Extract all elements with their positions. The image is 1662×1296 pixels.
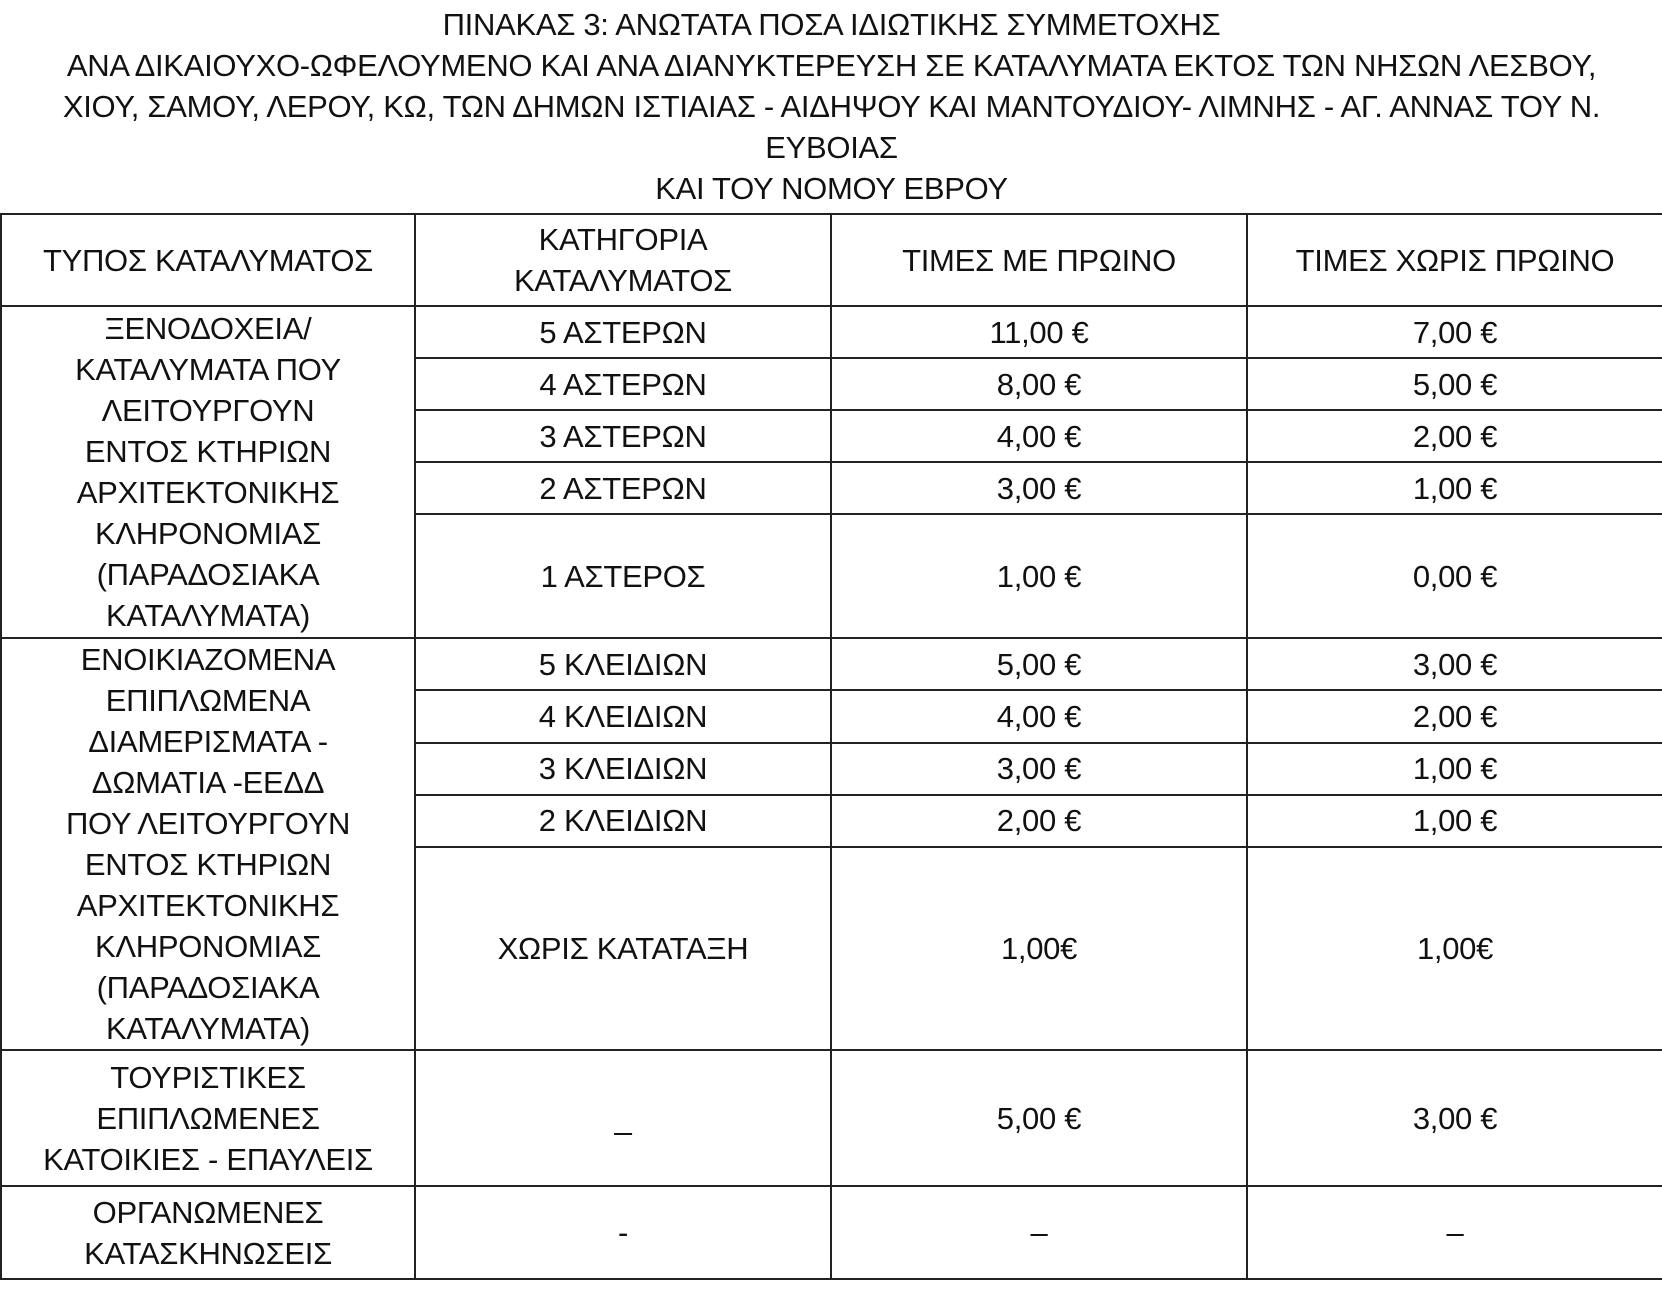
type-cell-villas <box>1 1050 415 1186</box>
price-without-breakfast: 5,00 € <box>1247 358 1662 410</box>
price-without-breakfast: 3,00 € <box>1247 1050 1662 1186</box>
category-cell: - <box>415 1186 831 1279</box>
type-line: ΔΙΑΜΕΡΙΣΜΑΤΑ - <box>88 724 328 759</box>
price-with-breakfast: 4,00 € <box>831 690 1247 742</box>
price-with-breakfast: 3,00 € <box>831 743 1247 795</box>
category-cell: 5 ΑΣΤΕΡΩΝ <box>415 306 831 358</box>
table-row <box>1 306 1662 358</box>
type-line: ΚΑΤΑΛΥΜΑΤΑ) <box>106 1011 310 1046</box>
price-with-breakfast: 4,00 € <box>831 410 1247 462</box>
price-without-breakfast: 7,00 € <box>1247 306 1662 358</box>
type-line: (ΠΑΡΑΔΟΣΙΑΚΑ <box>96 970 320 1005</box>
type-line: (ΠΑΡΑΔΟΣΙΑΚΑ <box>96 557 320 592</box>
price-with-breakfast: 1,00 € <box>831 514 1247 638</box>
category-cell: _ <box>415 1050 831 1186</box>
type-line: ΚΛΗΡΟΝΟΜΙΑΣ <box>94 929 322 964</box>
type-line: ΚΑΤΑΛΥΜΑΤΑ ΠΟΥ <box>75 352 341 387</box>
price-without-breakfast: 2,00 € <box>1247 690 1662 742</box>
price-with-breakfast: 5,00 € <box>831 638 1247 690</box>
type-line: ΑΡΧΙΤΕΚΤΟΝΙΚΗΣ <box>76 475 340 510</box>
category-cell: 5 ΚΛΕΙΔΙΩΝ <box>415 638 831 690</box>
header-row <box>1 214 1662 306</box>
category-cell: 4 ΚΛΕΙΔΙΩΝ <box>415 690 831 742</box>
type-cell-campsites <box>1 1186 415 1279</box>
category-cell: 2 ΚΛΕΙΔΙΩΝ <box>415 795 831 847</box>
category-cell: 3 ΑΣΤΕΡΩΝ <box>415 410 831 462</box>
type-line: ΕΝΤΟΣ ΚΤΗΡΙΩΝ <box>84 847 332 882</box>
price-with-breakfast: 1,00€ <box>831 847 1247 1050</box>
header-category-line: ΚΑΤΑΛΥΜΑΤΟΣ <box>514 263 732 298</box>
header-category-line: ΚΑΤΗΓΟΡΙΑ <box>538 222 708 257</box>
table-title <box>1 0 1662 214</box>
title-line: ΕΥΒΟΙΑΣ <box>765 130 898 165</box>
price-without-breakfast: 2,00 € <box>1247 410 1662 462</box>
header-category <box>415 214 831 306</box>
type-cell-hotels <box>1 306 415 638</box>
price-with-breakfast: – <box>831 1186 1247 1279</box>
price-without-breakfast: 1,00€ <box>1247 847 1662 1050</box>
type-line: ΛΕΙΤΟΥΡΓΟΥΝ <box>101 393 315 428</box>
type-line: ΚΑΤΟΙΚΙΕΣ - ΕΠΑΥΛΕΙΣ <box>43 1141 373 1177</box>
category-cell: 1 ΑΣΤΕΡΟΣ <box>415 514 831 638</box>
category-cell: 3 ΚΛΕΙΔΙΩΝ <box>415 743 831 795</box>
table-row <box>1 1050 1662 1186</box>
type-line: ΞΕΝΟΔΟΧΕΙΑ/ <box>104 311 312 346</box>
price-with-breakfast: 11,00 € <box>831 306 1247 358</box>
category-cell: 4 ΑΣΤΕΡΩΝ <box>415 358 831 410</box>
title-line: ΑΝΑ ΔΙΚΑΙΟΥΧΟ-ΩΦΕΛΟΥΜΕΝΟ ΚΑΙ ΑΝΑ ΔΙΑΝΥΚΤΕΡΕΥΣΗ ΣΕ ΚΑΤΑΛΥΜΑΤΑ ΕΚΤΟΣ ΤΩΝ ΝΗΣΩΝ ΛΕΣΒΟΥ, <box>66 48 1597 83</box>
title-line: ΠΙΝΑΚΑΣ 3: ΑΝΩΤΑΤΑ ΠΟΣΑ ΙΔΙΩΤΙΚΗΣ ΣΥΜΜΕΤΟΧΗΣ <box>442 7 1221 42</box>
header-with-breakfast: ΤΙΜΕΣ ΜΕ ΠΡΩΙΝΟ <box>831 214 1247 306</box>
price-with-breakfast: 8,00 € <box>831 358 1247 410</box>
price-with-breakfast: 2,00 € <box>831 795 1247 847</box>
type-line: ΕΠΙΠΛΩΜΕΝΑ <box>105 683 311 718</box>
type-line: ΔΩΜΑΤΙΑ -ΕΕΔΔ <box>91 765 325 800</box>
category-cell: 2 ΑΣΤΕΡΩΝ <box>415 462 831 514</box>
price-without-breakfast: 3,00 € <box>1247 638 1662 690</box>
table-row <box>1 638 1662 690</box>
category-cell: ΧΩΡΙΣ ΚΑΤΑΤΑΞΗ <box>415 847 831 1050</box>
price-without-breakfast: 1,00 € <box>1247 462 1662 514</box>
header-without-breakfast: ΤΙΜΕΣ ΧΩΡΙΣ ΠΡΩΙΝΟ <box>1247 214 1662 306</box>
type-line: ΤΟΥΡΙΣΤΙΚΕΣ <box>110 1059 306 1095</box>
type-line: ΟΡΓΑΝΩΜΕΝΕΣ <box>92 1194 324 1230</box>
price-with-breakfast: 5,00 € <box>831 1050 1247 1186</box>
header-type: ΤΥΠΟΣ ΚΑΤΑΛΥΜΑΤΟΣ <box>1 214 415 306</box>
type-cell-apartments <box>1 638 415 1050</box>
title-line: ΚΑΙ ΤΟΥ ΝΟΜΟΥ ΕΒΡΟΥ <box>655 171 1008 206</box>
type-line: ΑΡΧΙΤΕΚΤΟΝΙΚΗΣ <box>76 888 340 923</box>
price-without-breakfast: 1,00 € <box>1247 795 1662 847</box>
price-without-breakfast: – <box>1247 1186 1662 1279</box>
price-without-breakfast: 1,00 € <box>1247 743 1662 795</box>
type-line: ΚΑΤΑΣΚΗΝΩΣΕΙΣ <box>84 1235 332 1271</box>
type-line: ΕΝΤΟΣ ΚΤΗΡΙΩΝ <box>84 434 332 469</box>
price-without-breakfast: 0,00 € <box>1247 514 1662 638</box>
type-line: ΠΟΥ ΛΕΙΤΟΥΡΓΟΥΝ <box>65 806 351 841</box>
type-line: ΕΠΙΠΛΩΜΕΝΕΣ <box>96 1100 320 1136</box>
type-line: ΚΑΤΑΛΥΜΑΤΑ) <box>106 598 310 633</box>
type-line: ΚΛΗΡΟΝΟΜΙΑΣ <box>94 516 322 551</box>
table-row <box>1 1186 1662 1279</box>
table-title-row <box>1 0 1662 214</box>
title-line: ΧΙΟΥ, ΣΑΜΟΥ, ΛΕΡΟΥ, ΚΩ, ΤΩΝ ΔΗΜΩΝ ΙΣΤΙΑΙΑΣ - ΑΙΔΗΨΟΥ ΚΑΙ ΜΑΝΤΟΥΔΙΟΥ- ΛΙΜΝΗΣ - ΑΓ. ΑΝΝΑΣ ΤΟΥ Ν. <box>62 89 1601 124</box>
price-with-breakfast: 3,00 € <box>831 462 1247 514</box>
type-line: ΕΝΟΙΚΙΑΖΟΜΕΝΑ <box>80 642 336 677</box>
